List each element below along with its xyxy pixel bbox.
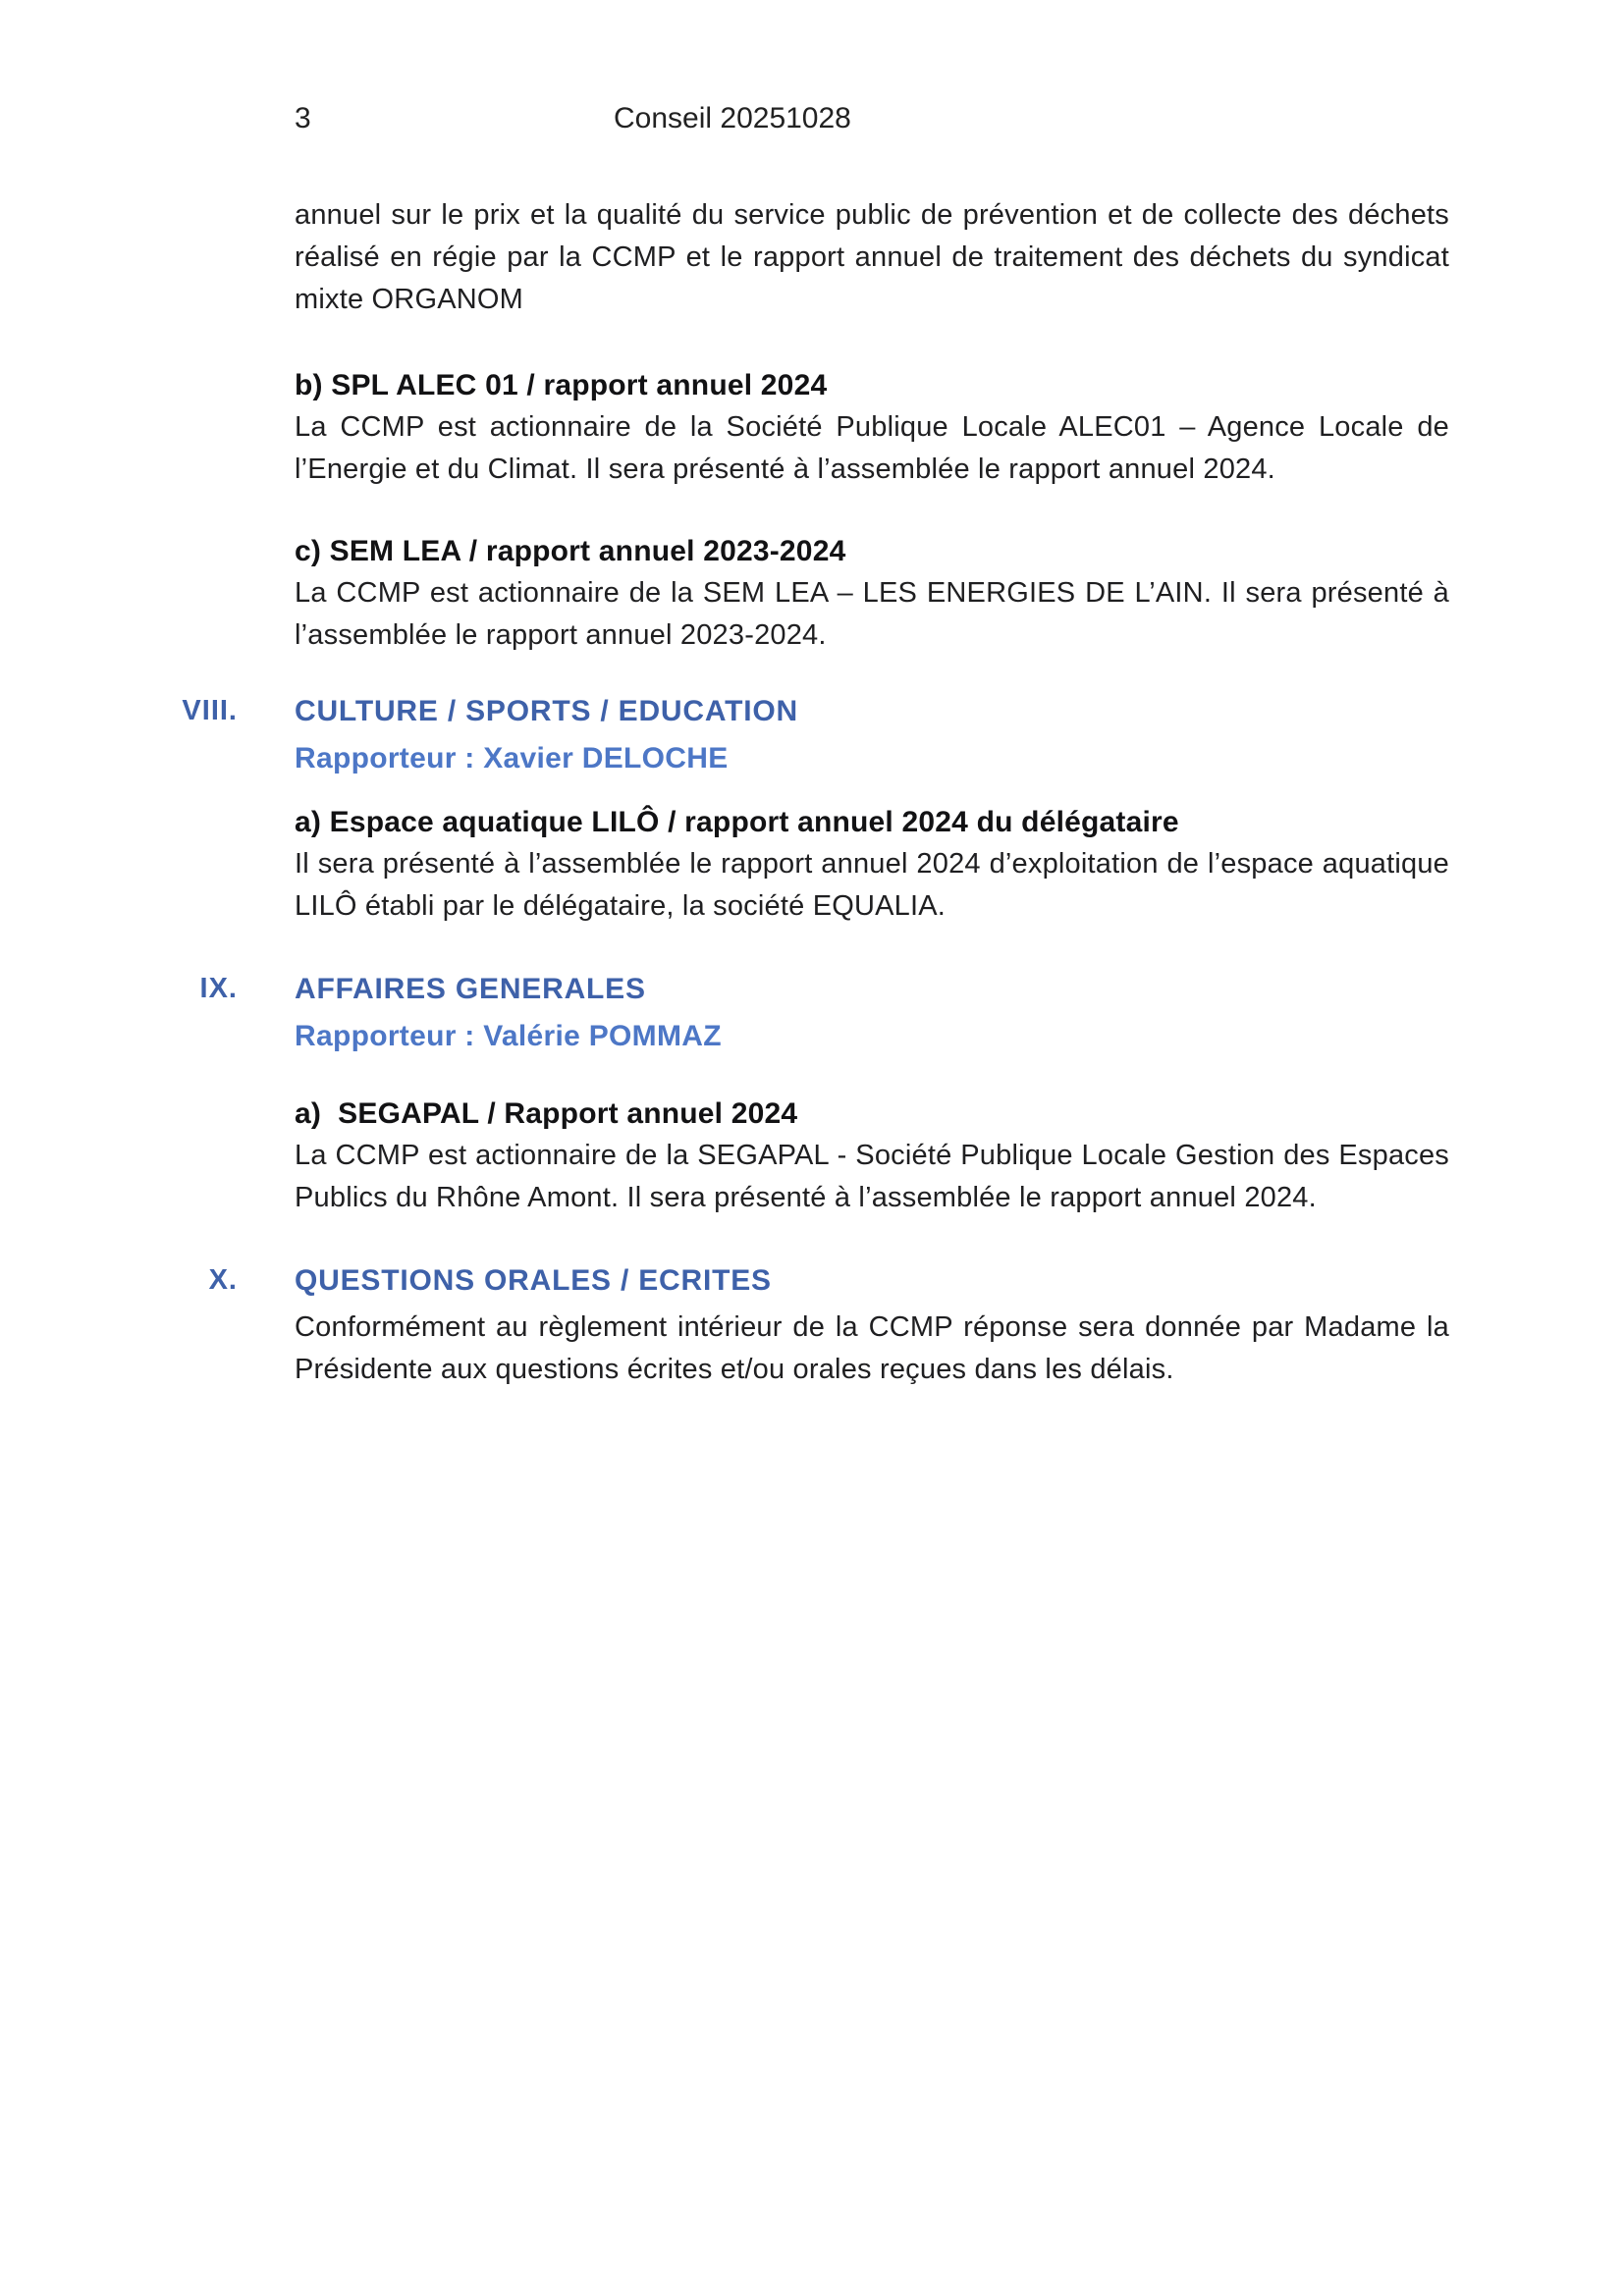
document-body bbox=[182, 194, 1449, 1391]
section-ix-heading bbox=[199, 968, 1449, 1015]
section-x-paragraph: Conformément au règlement intérieur de la CCMP réponse sera donnée par Madame la Présidente aux questions écrites et/ou orales reçues dans les délais. bbox=[295, 1311, 1449, 1385]
section-x-numeral: X. bbox=[208, 1264, 238, 1296]
page-number: 3 bbox=[295, 102, 311, 134]
header-title: Conseil 20251028 bbox=[614, 102, 851, 134]
subsection-segapal-heading: a) SEGAPAL / Rapport annuel 2024 bbox=[295, 1097, 798, 1130]
subsection-segapal-paragraph: La CCMP est actionnaire de la SEGAPAL - Société Publique Locale Gestion des Espaces Publics du Rhône Amont. Il sera présenté à l’assemblée le rapport annuel 2024. bbox=[295, 1140, 1449, 1213]
section-x-title: QUESTIONS ORALES / ECRITES bbox=[295, 1264, 772, 1297]
section-ix-numeral: IX. bbox=[199, 973, 238, 1004]
section-ix-title: AFFAIRES GENERALES bbox=[295, 973, 646, 1005]
subsection-lilo-heading: a) Espace aquatique LILÔ / rapport annuel 2024 du délégataire bbox=[295, 806, 1179, 838]
subsection-b-paragraph: La CCMP est actionnaire de la Société Publique Locale ALEC01 – Agence Locale de l’Energie et du Climat. Il sera présenté à l’assemblée le rapport annuel 2024. bbox=[295, 411, 1449, 485]
subsection-c-heading: c) SEM LEA / rapport annuel 2023-2024 bbox=[295, 535, 846, 567]
subsection-b-heading: b) SPL ALEC 01 / rapport annuel 2024 bbox=[295, 369, 828, 401]
subsection-c-paragraph: La CCMP est actionnaire de la SEM LEA – LES ENERGIES DE L’AIN. Il sera présenté à l’assemblée le rapport annuel 2023-2024. bbox=[295, 577, 1449, 651]
section-viii-title: CULTURE / SPORTS / EDUCATION bbox=[295, 695, 798, 727]
section-viii-rapporteur: Rapporteur : Xavier DELOCHE bbox=[295, 742, 729, 774]
section-viii-numeral: VIII. bbox=[182, 695, 238, 726]
section-x-heading bbox=[208, 1259, 1449, 1307]
intro-paragraph: annuel sur le prix et la qualité du service public de prévention et de collecte des déchets réalisé en régie par la CCMP et le rapport annuel de traitement des déchets du syndicat mixte ORGANOM bbox=[295, 199, 1449, 315]
section-ix-rapporteur: Rapporteur : Valérie POMMAZ bbox=[295, 1020, 722, 1052]
subsection-lilo-paragraph: Il sera présenté à l’assemblée le rapport annuel 2024 d’exploitation de l’espace aquatique LILÔ établi par le délégataire, la société EQUALIA. bbox=[295, 848, 1449, 922]
section-viii-heading bbox=[182, 690, 1449, 737]
page-header bbox=[0, 0, 1624, 157]
